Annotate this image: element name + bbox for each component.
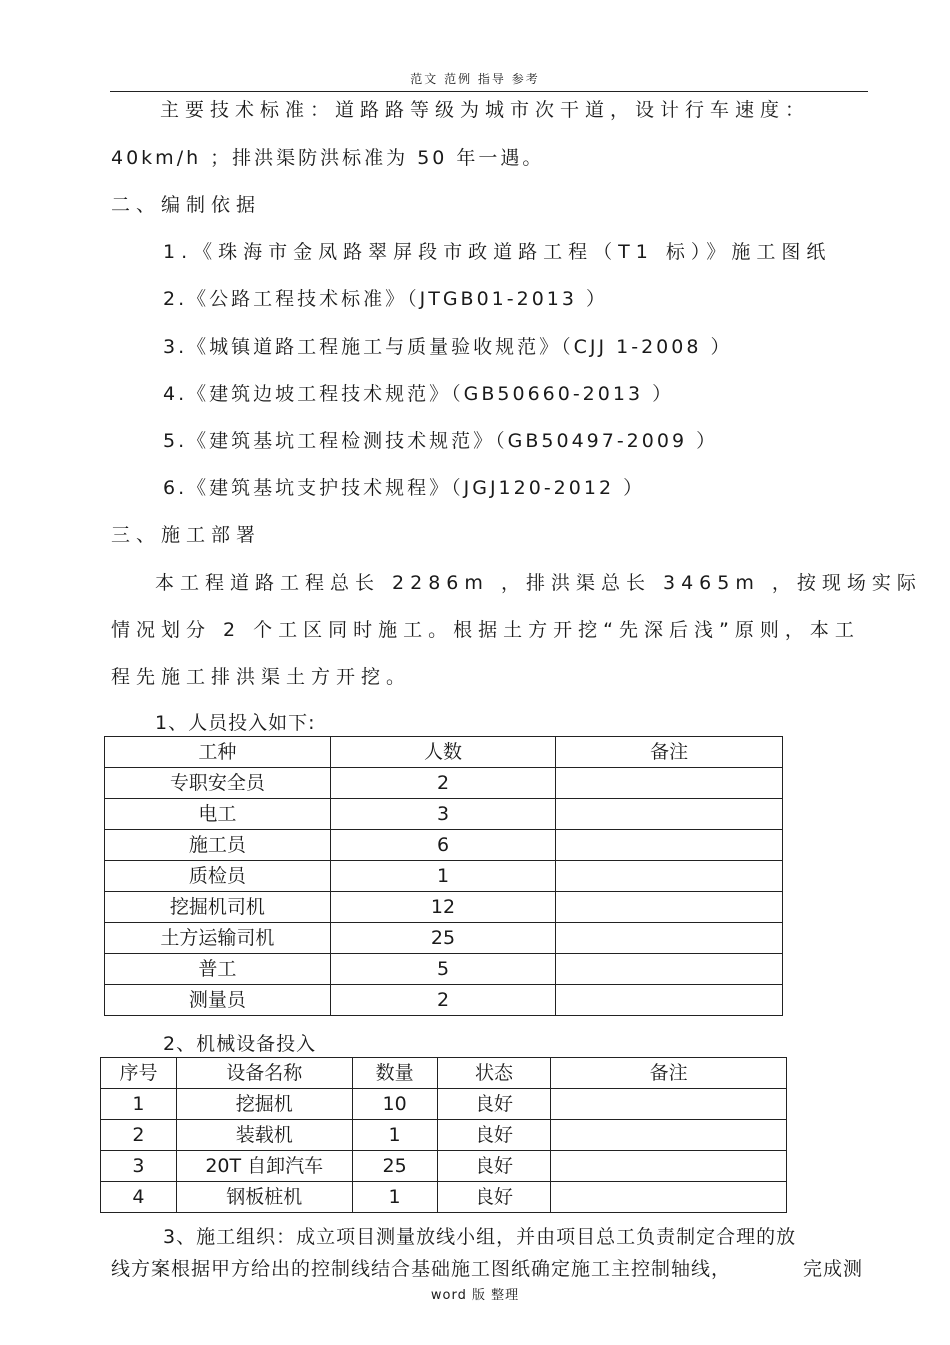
table-cell bbox=[556, 892, 783, 923]
table-header-row bbox=[101, 1058, 787, 1089]
table-cell: 3 bbox=[330, 799, 556, 830]
table-cell: 质检员 bbox=[105, 861, 331, 892]
table-cell: 装载机 bbox=[176, 1120, 352, 1151]
table-header-cell: 工种 bbox=[105, 737, 331, 768]
basis-item-5: 5.《建筑基坑工程检测技术规范》（GB50497-2009 ） bbox=[163, 430, 719, 452]
table-cell bbox=[551, 1182, 787, 1213]
equipment-caption: 2、机械设备投入 bbox=[163, 1033, 317, 1055]
table-header-cell: 备注 bbox=[556, 737, 783, 768]
table-cell: 电工 bbox=[105, 799, 331, 830]
table-cell: 5 bbox=[330, 954, 556, 985]
header-divider bbox=[110, 91, 868, 92]
table-cell bbox=[556, 923, 783, 954]
standard-line-2: 40km/h ；排洪渠防洪标准为 50 年一遇。 bbox=[111, 147, 545, 169]
table-cell: 2 bbox=[330, 768, 556, 799]
deploy-line-3: 程先施工排洪渠土方开挖。 bbox=[111, 666, 412, 688]
personnel-caption: 1、人员投入如下: bbox=[155, 712, 316, 734]
table-cell bbox=[556, 830, 783, 861]
table-cell: 良好 bbox=[437, 1182, 551, 1213]
basis-item-3: 3.《城镇道路工程施工与质量验收规范》（CJJ 1-2008 ） bbox=[163, 336, 733, 358]
table-cell: 测量员 bbox=[105, 985, 331, 1016]
table-row bbox=[105, 923, 783, 954]
basis-item-2: 2.《公路工程技术标准》（JTGB01-2013 ） bbox=[163, 288, 609, 310]
table-row bbox=[101, 1120, 787, 1151]
table-cell: 普工 bbox=[105, 954, 331, 985]
table-cell: 4 bbox=[101, 1182, 177, 1213]
table-cell: 1 bbox=[330, 861, 556, 892]
table-row bbox=[105, 954, 783, 985]
table-cell: 1 bbox=[352, 1182, 437, 1213]
basis-item-6: 6.《建筑基坑支护技术规程》（JGJ120-2012 ） bbox=[163, 477, 646, 499]
table-cell: 1 bbox=[352, 1120, 437, 1151]
basis-item-4: 4.《建筑边坡工程技术规范》（GB50660-2013 ） bbox=[163, 383, 675, 405]
table-row bbox=[105, 861, 783, 892]
page-footer: word 版 整理 bbox=[430, 1288, 520, 1303]
organization-line-2-tail: 完成测 bbox=[803, 1258, 864, 1280]
table-cell: 25 bbox=[330, 923, 556, 954]
table-cell: 2 bbox=[101, 1120, 177, 1151]
table-cell: 1 bbox=[101, 1089, 177, 1120]
table-cell: 挖掘机 bbox=[176, 1089, 352, 1120]
table-cell: 3 bbox=[101, 1151, 177, 1182]
table-cell bbox=[556, 861, 783, 892]
table-cell: 土方运输司机 bbox=[105, 923, 331, 954]
organization-line-1: 3、施工组织：成立项目测量放线小组，并由项目总工负责制定合理的放 bbox=[163, 1226, 797, 1248]
table-header-cell: 设备名称 bbox=[176, 1058, 352, 1089]
table-cell: 施工员 bbox=[105, 830, 331, 861]
table-cell: 10 bbox=[352, 1089, 437, 1120]
table-cell: 良好 bbox=[437, 1151, 551, 1182]
organization-line-2: 线方案根据甲方给出的控制线结合基础施工图纸确定施工主控制轴线， bbox=[111, 1258, 732, 1280]
section-3-title: 三、施工部署 bbox=[111, 524, 262, 546]
deploy-line-1: 本工程道路工程总长 2286m ，排洪渠总长 3465m ，按现场实际 bbox=[155, 572, 922, 594]
table-cell: 良好 bbox=[437, 1089, 551, 1120]
table-cell: 12 bbox=[330, 892, 556, 923]
table-cell: 6 bbox=[330, 830, 556, 861]
page-header: 范文 范例 指导 参考 bbox=[410, 72, 540, 86]
table-cell bbox=[551, 1089, 787, 1120]
table-row bbox=[105, 768, 783, 799]
table-row bbox=[101, 1151, 787, 1182]
table-cell bbox=[556, 954, 783, 985]
table-header-cell: 数量 bbox=[352, 1058, 437, 1089]
table-cell bbox=[556, 768, 783, 799]
table-header-cell: 备注 bbox=[551, 1058, 787, 1089]
section-2-title: 二、编制依据 bbox=[111, 194, 262, 216]
table-row bbox=[105, 985, 783, 1016]
table-cell bbox=[551, 1151, 787, 1182]
table-cell bbox=[556, 985, 783, 1016]
table-row bbox=[105, 799, 783, 830]
standard-line-1: 主要技术标准：道路路等级为城市次干道，设计行车速度： bbox=[160, 99, 811, 121]
table-row bbox=[105, 892, 783, 923]
table-header-cell: 人数 bbox=[330, 737, 556, 768]
table-cell: 良好 bbox=[437, 1120, 551, 1151]
table-cell: 钢板桩机 bbox=[176, 1182, 352, 1213]
table-cell: 2 bbox=[330, 985, 556, 1016]
table-header-row bbox=[105, 737, 783, 768]
table-cell bbox=[551, 1120, 787, 1151]
table-row bbox=[101, 1182, 787, 1213]
deploy-line-2: 情况划分 2 个工区同时施工。根据土方开挖“先深后浅”原则，本工 bbox=[111, 619, 860, 641]
table-cell: 专职安全员 bbox=[105, 768, 331, 799]
table-row bbox=[101, 1089, 787, 1120]
table-cell: 20T 自卸汽车 bbox=[176, 1151, 352, 1182]
table-cell: 挖掘机司机 bbox=[105, 892, 331, 923]
table-cell bbox=[556, 799, 783, 830]
table-row bbox=[105, 830, 783, 861]
table-header-cell: 状态 bbox=[437, 1058, 551, 1089]
table-cell: 25 bbox=[352, 1151, 437, 1182]
table-header-cell: 序号 bbox=[101, 1058, 177, 1089]
equipment-table bbox=[100, 1057, 787, 1213]
personnel-table bbox=[104, 736, 783, 1016]
basis-item-1: 1.《珠海市金凤路翠屏段市政道路工程（T1 标）》施工图纸 bbox=[163, 241, 832, 263]
